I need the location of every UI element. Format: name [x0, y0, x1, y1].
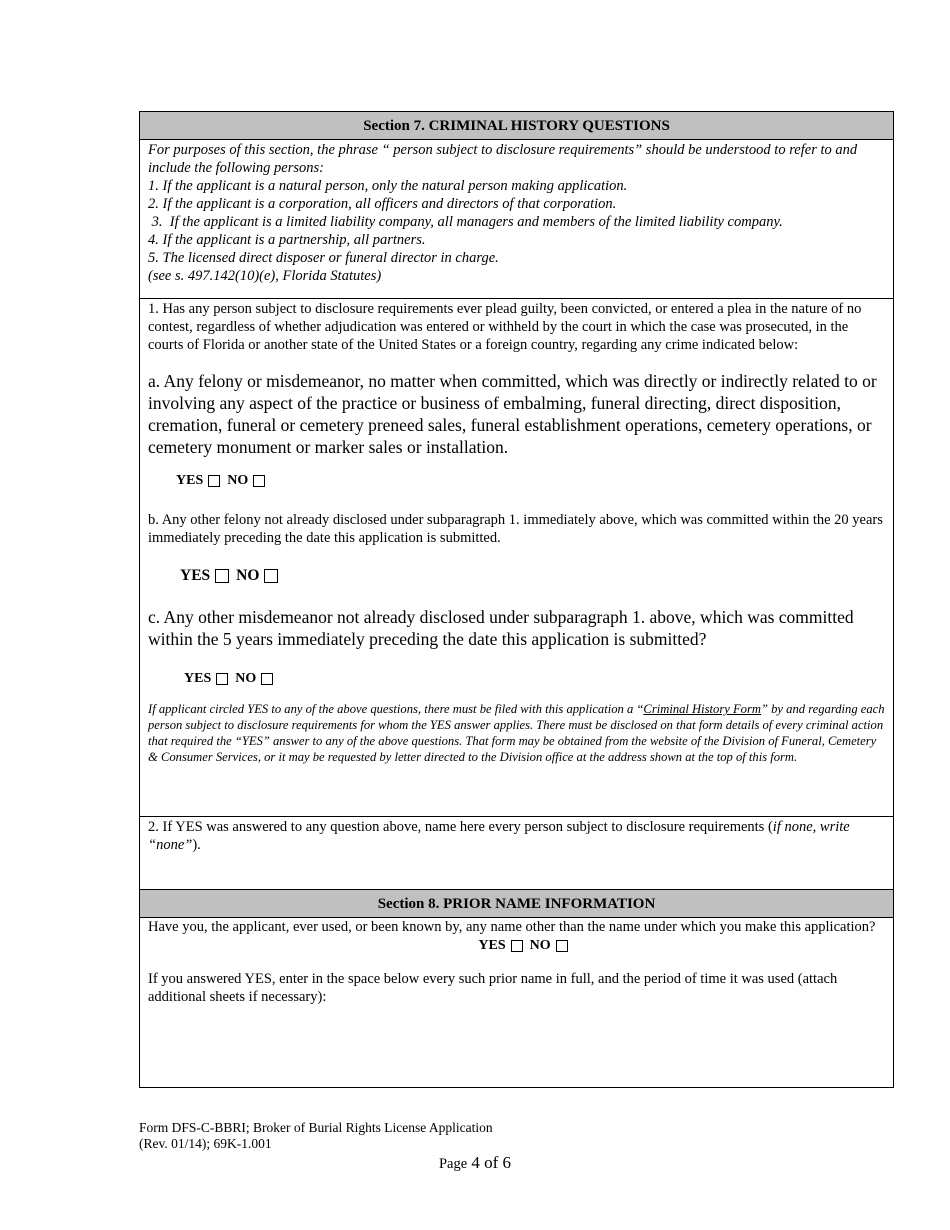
statute-reference: (see s. 497.142(10)(e), Florida Statutes) — [148, 268, 382, 284]
no-label: NO — [236, 567, 260, 584]
question-b-answer — [180, 566, 885, 586]
yes-label: YES — [184, 671, 212, 686]
prior-name-entry-area[interactable] — [148, 1006, 885, 1062]
person-item: 4. If the applicant is a partnership, all partners. — [148, 232, 426, 248]
no-checkbox[interactable] — [261, 673, 273, 685]
yes-label: YES — [478, 938, 506, 953]
page-number — [0, 1153, 950, 1173]
yes-checkbox[interactable] — [208, 475, 220, 487]
person-item: 5. The licensed direct disposer or funeral director in charge. — [148, 250, 499, 266]
section7-header: Section 7. CRIMINAL HISTORY QUESTIONS — [140, 112, 893, 140]
prior-name-answer — [148, 937, 885, 955]
question-1-text: 1. Has any person subject to disclosure requirements ever plead guilty, been convicted, or entered a plea in the nature of no contest, regardless of whether adjudication was entered or withheld by the court in which the case was prosecuted, in the courts of Florida or another state of the United States or a foreign country, regarding any crime indicated below: — [148, 301, 862, 353]
prior-name-block — [140, 918, 893, 1062]
question-2-text: 2. If YES was answered to any question above, name here every person subject to disclosure requirements ( — [148, 819, 773, 835]
person-item: 1. If the applicant is a natural person, only the natural person making application. — [148, 178, 628, 194]
criminal-history-note — [148, 701, 885, 765]
no-label: NO — [529, 938, 551, 953]
form-revision: (Rev. 01/14); 69K-1.001 — [139, 1136, 272, 1151]
question-2-text: ). — [192, 837, 201, 853]
person-item: 2. If the applicant is a corporation, all officers and directors of that corporation. — [148, 196, 617, 212]
yes-checkbox[interactable] — [216, 673, 228, 685]
no-checkbox[interactable] — [253, 475, 265, 487]
disclosure-definition — [140, 140, 893, 298]
question-a-answer — [176, 472, 885, 490]
question-b-text: b. Any other felony not already disclosed under subparagraph 1. immediately above, which was committed within the 20 years immediately preceding the date this application is submitted. — [148, 512, 883, 546]
no-checkbox[interactable] — [556, 940, 568, 952]
prior-name-instruction: If you answered YES, enter in the space below every such prior name in full, and the period of time it was used (attach additional sheets if necessary): — [148, 971, 838, 1005]
no-checkbox[interactable] — [264, 569, 278, 583]
question-2-block — [140, 817, 893, 889]
page-count: 4 of 6 — [471, 1153, 512, 1172]
section8-header: Section 8. PRIOR NAME INFORMATION — [140, 890, 893, 918]
question-c-answer — [184, 670, 885, 688]
note-text: ” by and regarding each person subject to disclosure requirements for whom the YES answer applies. There must be disclosed on that form details of every criminal action that required the “YES” answer to any of the above questions. That form may be obtained from the website of the Division of Funeral, Cemetery & Consumer Services, or it may be requested by letter directed to the Division office at the address shown at the top of this form. — [148, 702, 885, 764]
criminal-history-form-link[interactable]: Criminal History Form — [643, 702, 761, 716]
form-footer — [139, 1120, 493, 1152]
question-a-text: a. Any felony or misdemeanor, no matter when committed, which was directly or indirectly related to or involving any aspect of the practice or business of embalming, funeral directing, direct disposition, cremation, funeral or cemetery preneed sales, funeral establishment operations, cemetery operations, or cemetery monument or marker sales or installation. — [148, 371, 877, 457]
yes-label: YES — [180, 567, 211, 584]
question-1-block — [140, 299, 893, 816]
no-label: NO — [235, 671, 257, 686]
person-item: 3. If the applicant is a limited liability company, all managers and members of the limited liability company. — [148, 214, 783, 230]
yes-checkbox[interactable] — [215, 569, 229, 583]
application-form — [139, 111, 894, 1088]
question-2-hint: if none, write “none” — [148, 819, 850, 853]
page-word: Page — [438, 1156, 468, 1172]
intro-text: For purposes of this section, the phrase “ person subject to disclosure requirements” should be understood to refer to and include the following persons: — [148, 142, 858, 176]
yes-checkbox[interactable] — [511, 940, 523, 952]
yes-label: YES — [176, 473, 204, 488]
no-label: NO — [227, 473, 249, 488]
prior-name-question: Have you, the applicant, ever used, or been known by, any name other than the name under which you make this application? — [148, 919, 876, 935]
form-id: Form DFS-C-BBRI; Broker of Burial Rights License Application — [139, 1120, 493, 1135]
question-c-text: c. Any other misdemeanor not already disclosed under subparagraph 1. above, which was committed within the 5 years immediately preceding the date this application is submitted? — [148, 607, 854, 649]
note-text: If applicant circled YES to any of the above questions, there must be filed with this application a “ — [148, 702, 644, 716]
